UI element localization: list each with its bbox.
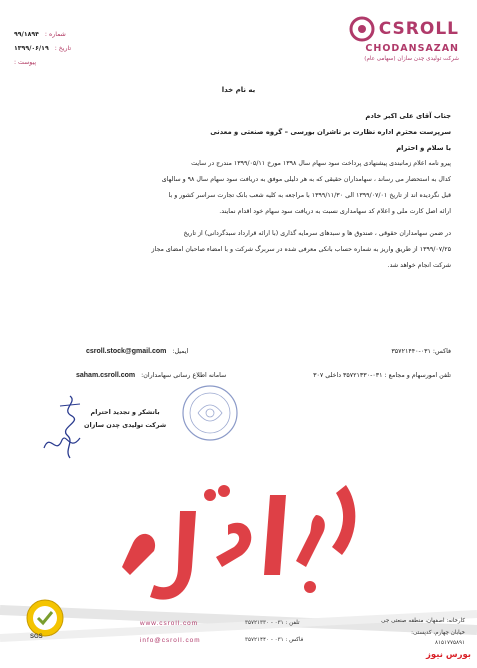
footer-postal: ۸۱۵۱۷۷۵۸۹۱ bbox=[434, 640, 465, 646]
site-label: سامانه اطلاع رسانی سهامداران: bbox=[141, 372, 227, 379]
phone-text: تلفن امورسهام و مجامع : ۰۳۱-۳۵۷۲۱۳۳۰ داخلی ۳۰۷ bbox=[313, 372, 451, 379]
brand-label: بورس نیوز bbox=[426, 650, 471, 660]
footer-address-2: خیابان چهارم، کدپستی: bbox=[411, 630, 465, 636]
email-address[interactable]: csroll.stock@gmail.com bbox=[86, 348, 167, 355]
footer-fax: فاکس : ۰۳۱ - ۳۵۷۲۱۴۴۰ bbox=[245, 637, 304, 643]
footer-website[interactable]: www.csroll.com bbox=[140, 620, 199, 627]
contact-line-2 bbox=[26, 372, 451, 379]
para2-line3: شرکت انجام خواهد شد. bbox=[387, 262, 451, 269]
para1-line3: قبل نگردیده اند از تاریخ ۱۳۹۹/۰۷/۰۱ الی ۱۳۹۹/۱۱/۳۰ با مراجعه به کلیه شعب بانک تجارت سراسر کشور و با bbox=[168, 192, 451, 199]
company-seal-icon bbox=[180, 383, 240, 443]
footer-email[interactable]: info@csroll.com bbox=[140, 637, 201, 644]
sgs-label: SGS bbox=[30, 634, 43, 640]
email-label: ایمیل: bbox=[172, 348, 189, 355]
para1-line1: پیرو نامه اعلام زمانبندی پیشنهادی پرداخت سود سهام سال ۱۳۹۸ مورخ ۱۳۹۹/۰۵/۱۱ مندرج در سایت bbox=[191, 160, 451, 167]
letter-body bbox=[26, 108, 451, 274]
sgs-certification-icon bbox=[22, 596, 68, 642]
para2-line2: ۱۳۹۹/۰۷/۲۵ از طریق واریز به شماره حساب بانکی معرفی شده در سربرگ شرکت و با امضاء صاحبان امضای مجاز bbox=[151, 246, 451, 253]
para1-line2: کدال به استحضار می رساند ، سهامداران حقیقی که به هر دلیلی موفق به دریافت سود سهام سال ۹۸ و سالهای bbox=[161, 176, 451, 183]
letter-meta bbox=[14, 28, 71, 70]
logo-sub: CHODANSAZAN bbox=[365, 43, 459, 54]
date-label: تاریخ : bbox=[54, 45, 72, 52]
recipient-position: سرپرست محترم اداره نظارت بر ناشران بورسی – گروه صنعتی و معدنی bbox=[210, 128, 451, 136]
date-value: ۱۳۹۹/۰۶/۱۹ bbox=[14, 45, 49, 52]
attachment-label: پیوست : bbox=[14, 59, 37, 66]
closing-thanks: باتشکر و تجدید احترام bbox=[90, 408, 160, 416]
footer-phone: تلفن : ۰۳۱ - ۳۵۷۲۱۳۳۰ bbox=[245, 620, 300, 626]
fax-text: فاکس: ۰۳۱-۳۵۷۲۱۴۴۰ bbox=[391, 348, 451, 355]
closing-company: شرکت تولیدی چدن سازان bbox=[84, 421, 167, 429]
salutation: جناب آقای علی اکبر خادم bbox=[365, 112, 451, 120]
logo-mark-icon bbox=[349, 16, 375, 42]
greeting: با سلام و احترام bbox=[396, 144, 451, 152]
closing-block bbox=[84, 406, 166, 432]
number-label: شماره : bbox=[44, 31, 66, 38]
footer-address-1: کارخانه: اصفهان، منطقه صنعتی جی bbox=[381, 618, 465, 624]
logo-persian: شرکت تولیدی چدن سازان (سهامی عام) bbox=[364, 56, 459, 62]
number-value: ۹۹/۱۸۹۴ bbox=[14, 31, 39, 38]
signature2-icon bbox=[40, 428, 84, 458]
logo-word: CSROLL bbox=[378, 18, 459, 39]
para2-line1: در ضمن سهامداران حقوقی ، صندوق ها و سبدهای سرمایه گذاری (با ارائه قرارداد سبدگردانی) از تاریخ bbox=[183, 230, 451, 237]
letter-title: به نام خدا bbox=[221, 86, 256, 94]
contact-line-1 bbox=[26, 348, 451, 355]
para1-line4: ارائه اصل کارت ملی و اعلام کد سهامداری نسبت به دریافت سود سهام خود اقدام نمایند. bbox=[219, 208, 451, 215]
company-logo bbox=[349, 16, 459, 62]
site-link[interactable]: saham.csroll.com bbox=[76, 372, 136, 379]
